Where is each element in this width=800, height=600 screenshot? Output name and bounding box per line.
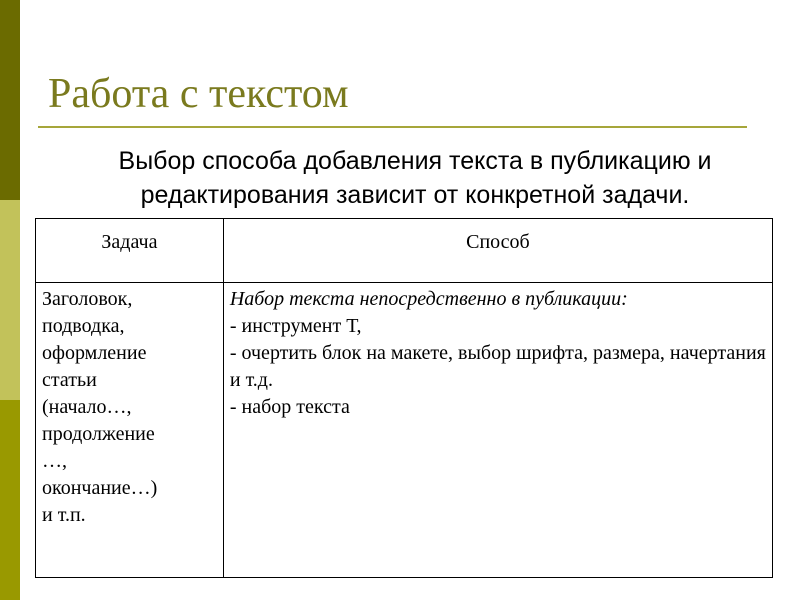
- slide-subtitle: Выбор способа добавления текста в публикацию и редактирования зависит от конкретной задачи.: [118, 147, 712, 209]
- title-underline: [38, 126, 747, 128]
- method-cell: [223, 283, 772, 578]
- task-method-table: [35, 218, 773, 578]
- task-cell: [36, 283, 224, 578]
- column-header-task: Задача: [36, 219, 224, 283]
- column-header-method: Способ: [223, 219, 772, 283]
- method-step: - очертить блок на макете, выбор шрифта, размера, начертания и т.д.: [229, 342, 766, 391]
- method-heading: Набор текста непосредственно в публикации:: [229, 288, 628, 310]
- task-text: Заголовок, подводка, оформление статьи (начало…, продолжение …, окончание…) и т.п.: [42, 288, 158, 526]
- method-step: - инструмент Т,: [229, 315, 362, 337]
- decor-stripe-top: [0, 0, 20, 200]
- decor-stripe-middle: [0, 200, 20, 400]
- table-header-row: [36, 219, 773, 283]
- slide-title: Работа с текстом: [48, 71, 349, 117]
- method-step: - набор текста: [229, 396, 350, 418]
- decor-stripe-bottom: [0, 400, 20, 600]
- table-row: [36, 283, 773, 578]
